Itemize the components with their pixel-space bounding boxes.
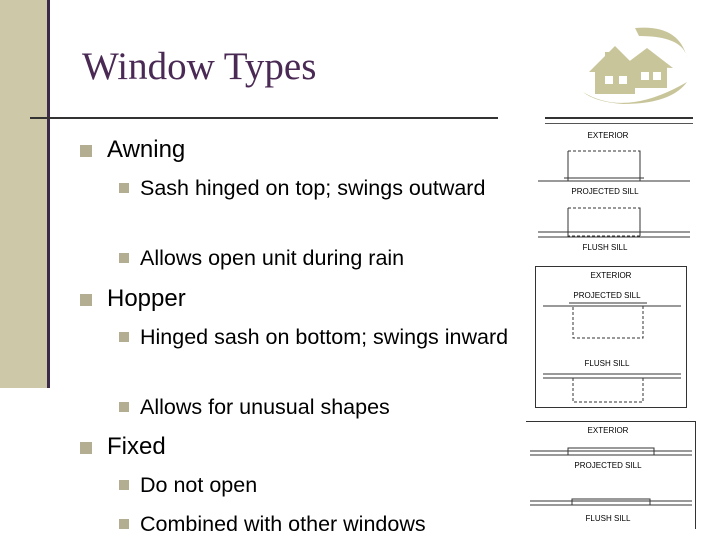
sub-bullet-hopper-2: Allows for unusual shapes <box>140 392 390 423</box>
hopper-diagram-projected-sill-label: PROJECTED SILL <box>573 291 641 300</box>
hopper-diagram-exterior-label: EXTERIOR <box>590 271 632 280</box>
title-divider-right-thin <box>545 123 693 124</box>
awning-window-diagram <box>530 126 695 254</box>
fixed-diagram-projected-sill-label: PROJECTED SILL <box>574 461 642 470</box>
title-divider-right <box>545 117 693 119</box>
slide-title: Window Types <box>82 45 317 88</box>
fixed-diagram-exterior-label: EXTERIOR <box>587 426 629 435</box>
left-decorative-bar <box>0 0 47 388</box>
bullet-hopper: Hopper <box>107 285 186 312</box>
awning-diagram-flush-sill-label: FLUSH SILL <box>582 243 628 252</box>
bullet-fixed: Fixed <box>107 433 166 460</box>
sub-bullet-awning-1: Sash hinged on top; swings outward <box>140 173 490 204</box>
awning-diagram-projected-sill-label: PROJECTED SILL <box>571 187 639 196</box>
left-bar-edge <box>47 0 50 388</box>
sub-bullet-awning-2: Allows open unit during rain <box>140 243 404 274</box>
sub-bullet-hopper-1: Hinged sash on bottom; swings inward <box>140 322 515 353</box>
hopper-window-diagram <box>535 266 687 408</box>
fixed-diagram-flush-sill-label: FLUSH SILL <box>585 514 631 523</box>
bullet-awning: Awning <box>107 136 186 163</box>
awning-diagram-exterior-label: EXTERIOR <box>587 131 629 140</box>
sub-bullet-fixed-1: Do not open <box>140 470 257 501</box>
fixed-window-diagram <box>526 421 696 531</box>
house-logo-icon <box>575 22 695 108</box>
title-divider <box>30 117 498 119</box>
sub-bullet-fixed-2: Combined with other windows <box>140 509 426 540</box>
hopper-diagram-flush-sill-label: FLUSH SILL <box>584 359 630 368</box>
